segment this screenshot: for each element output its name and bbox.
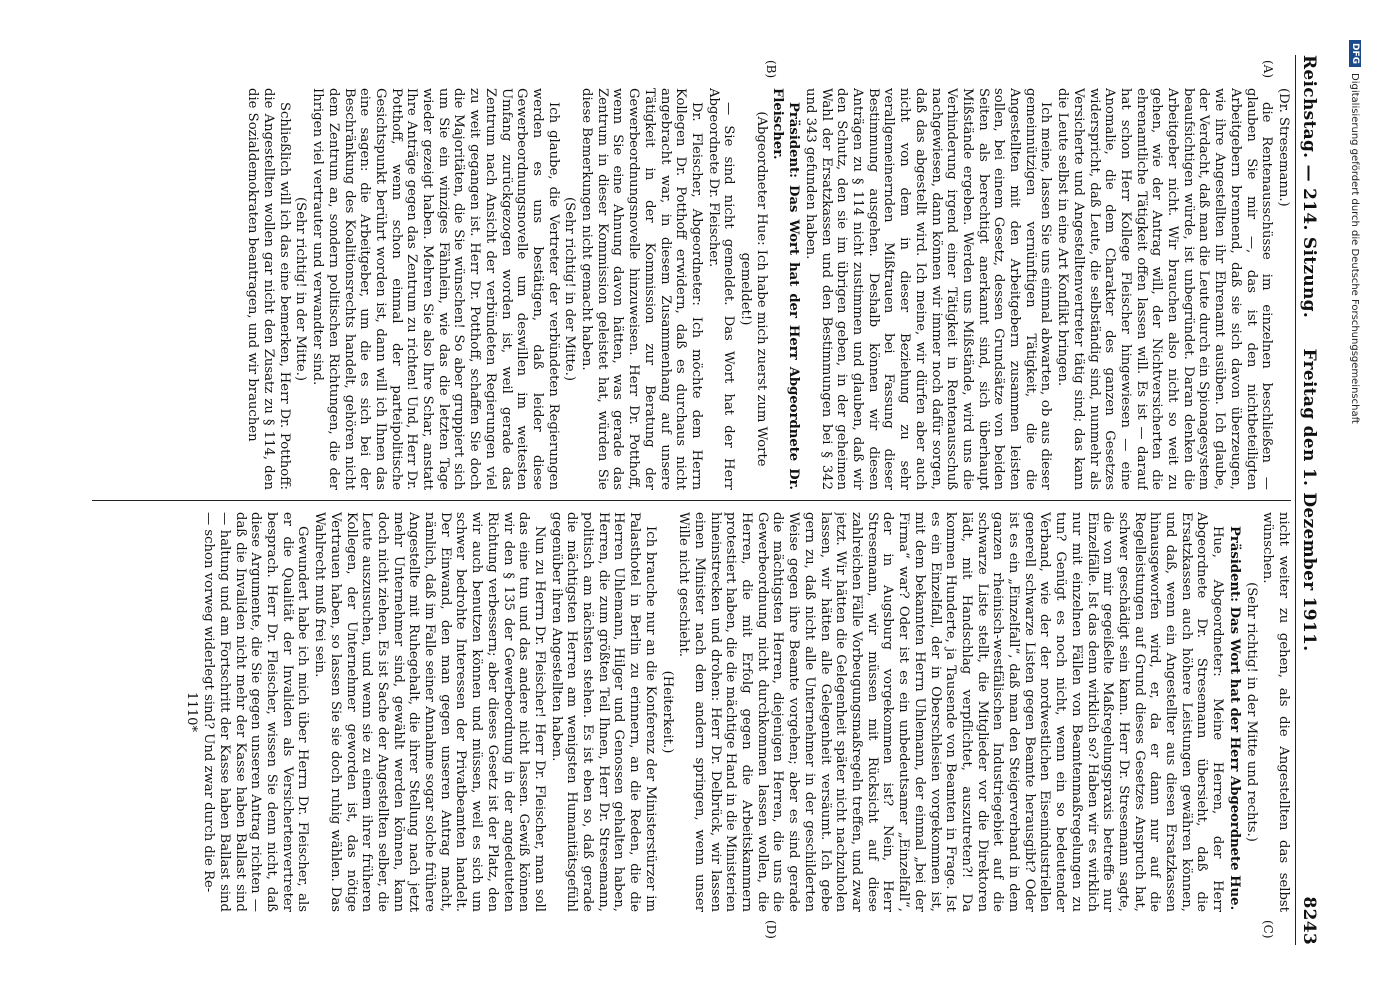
paragraph: die Rentenausschüsse im einzelnen beschließen — glauben Sie mir —, das ist den nichtbeteiligten Arbeitgebern brennend, daß sie sich davon überzeugen, wie ihre Angestellten ihr Ehrenamt ausüben. Ich glaube, der Verdacht, daß man die Leute durch ein Spionagesystem beaufsichtigen würde, ist unbegründet. Daran denken die Arbeitgeber nicht. Wir brauchen also nicht so weit zu gehen, wie der Antrag will, der Nichtversicherten die ehrenamtliche Tätigkeit offen lassen will. Es ist — darauf hat schon Herr Kollege Fleischer hingewiesen — eine Anomalie, die dem Charakter des ganzen Gesetzes widerspricht, daß Leute, die selbständig sind, nunmehr als Versicherte und Angestelltenvertreter tätig sind; das kann die Leute selbst in eine Art Konflikt bringen. (1055, 88, 1275, 490)
header-left: Reichstag. — 214. Sitzung. (1299, 55, 1319, 319)
right-column (92, 512, 1291, 912)
interjection: (Abgeordneter Hue: Ich habe mich zuerst zum Worte gemeldet!) (738, 111, 769, 467)
margin-marker-a: (A) (1261, 60, 1275, 79)
paragraph: Ich glaube, die Vertreter der verbündeten Regierungen werden es uns bestätigen, daß leider diese Gewerbeordnungsnovelle um deswillen im weitesten Umfang zurückgezogen worden ist, weil gerade das Zentrum nach Ansicht der verbündeten Regierungen viel zu weit gegangen ist. Herr Dr. Potthoff, schaffen Sie doch die Majoritäten, die Sie wünschen! So aber gruppiert sich um Sie ein winziges Fähnlein, wie das die letzten Tage wieder gezeigt haben. Mehren Sie also Ihre Schar, anstatt Ihre Anträge gegen das Zentrum zu richten! Und, Herr Dr. Potthoff, wenn schon einmal der parteipolitische Gesichtspunkt berührt worden ist, dann will ich Ihnen das eine sagen: die Arbeitgeber, um die es sich bei der Beschränkung des Koalitionsrechts handelt, gehören nicht dem Zentrum an, sondern politischen Richtungen, die der Ihrigen viel vertrauter und verwandter sind. (310, 88, 561, 490)
paragraph: Ich brauche nur an die Konferenz der Ministerstürzer im Palasthotel in Berlin zu erinnern, an die Reden, die die Herren Uhlemann, Hilger und Genossen gehalten haben, Herren, die zum größten Teil Ihnen, Herr Dr. Stresemann, politisch am nächsten stehen. Es ist eben so, daß gerade die mächtigsten Herren am wenigsten Humanitätsgefühl gegenüber ihren Angestellten haben. (548, 512, 658, 912)
page-number: 8243 (1299, 896, 1319, 945)
applause: (Sehr richtig! in der Mitte.) (562, 197, 578, 381)
applause: (Sehr richtig! in der Mitte und rechts.) (1243, 582, 1259, 842)
speech-hue: Hue, Abgeordneter: Meine Herren, der Herr Abgeordnete Dr. Stresemann übersieht, daß die Ersatzkassen auch höhere Leistungen gewähren können, und daß, wenn ein Angestellter aus diesen Ersatzkassen hinausgeworfen wird, er, da er dann nur auf die Regelleistungen auf Grund dieses Gesetzes Anspruch hat, schwer geschädigt sein kann. Herr Dr. Stresemann sagte, die von mir gegeißelte Maßregelungspraxis betreffe nur Einzelfälle. Ist das denn wirklich so? Haben wir es wirklich nur mit einzelnen Fällen von Beamtenmaßregelungen zu tun? Genügt es noch nicht, wenn ein so bedeutender Verband, wie der der nordwestlichen Eisenindustriellen generell schwarze Listen gegen Beamte herausgibt? Oder ist es ein „Einzelfall“, daß man den Steigerverband in dem ganzen rheinisch-westfälischen Industriegebiet auf die schwarze Liste stellt, die Mitglieder vor die Direktoren lädt, mit Handschlag verpflichtet, auszutreten?! Da kommen Hunderte, ja Tausende von Beamten in Frage. Ist es ein Einzelfall, der in Oberschlesien vorgekommen ist, mit dem bekannten Herrn Uhlemann, der einmal „bei der Firma“ war? Oder ist es ein unbedeutsamer „Einzelfall“, der in Augsburg vorgekommen ist? Nein, Herr Stresemann, wir müssen mit Rücksicht auf diese zahlreichen Fälle Vorbeugungsmaßregeln treffen, und zwar jetzt. Wir hätten die Gelegenheit später nicht nachzuholen lassen, wir hätten alle Gelegenheit versäumt. Ich gebe gern zu, daß nicht alle Unternehmer in der geschilderten Weise gegen ihre Beamte vorgehen; aber es sind gerade die mächtigsten Herren, diejenigen Herren, die uns die Gewerbeordnung nicht durchkommen lassen wollen, die Herren, die mit Erfolg gegen die Arbeitskammern protestiert haben, die die mächtige Hand in die Ministerien hineinstrecken und drohen: Herr Dr. Delbrück, wir lassen einen Minister nach dem andern springen, wenn unser Wille nicht geschieht. (676, 512, 1226, 912)
margin-marker-d: (D) (764, 920, 778, 939)
laughter: (Heiterkeit.) (659, 670, 675, 754)
paragraph: Gewundert habe ich mich über Herrn Dr. Fleischer, als er die Qualität der Invaliden als Versichertenvertreter besprach. Herr Dr. Fleischer, wissen Sie denn nicht, daß diese Argumente, die Sie gegen unseren Antrag richten — daß die Invaliden nicht mehr der Kasse haben Ballast sind — haltung und am Fortschritt der Kasse haben Ballast sind — schon vorweg widerlegt sind? Und zwar durch die Re- (201, 512, 311, 912)
page-header (1295, 55, 1325, 945)
signature-mark: 1110* (184, 691, 200, 733)
applause: (Sehr richtig! in der Mitte.) (293, 197, 309, 381)
header-center: Freitag den 1. Dezember 1911. (1299, 348, 1319, 652)
speech-fleischer: Dr. Fleischer, Abgeordneter: Ich möchte dem Herrn Kollegen Dr. Potthoff erwidern, daß es durchaus nicht angebracht war, in diesem Zusammenhang auf unsere Tätigkeit in der Kommission zur Beratung der Gewerbeordnungsnovelle hinzuweisen. Herr Dr. Potthoff, wenn Sie eine Ahnung davon hätten, was gerade das Zentrum in dieser Kommission geleistet hat, würden Sie diese Bemerkungen nicht gemacht haben. (579, 88, 704, 490)
paragraph: Schließlich will ich das eine bemerken, Herr Dr. Potthoff: die Angestellten wollen gar nicht den Zusatz zu § 114, den die Sozialdemokraten beantragen, und wir brauchen (245, 88, 292, 490)
column-divider (92, 500, 1291, 501)
margin-marker-b: (B) (764, 60, 778, 79)
dfg-logo: DFG (1349, 40, 1361, 67)
paragraph: Ich meine, lassen Sie uns einmal abwarten, ob aus dieser gemeinnützigen vernünftigen Tätigkeit, die die Angestellten mit den Arbeitgebern zusammen leisten sollen, bei einem Gesetz, dessen Grundsätze von beiden Seiten als berechtigt anerkannt sind, sich überhaupt Mißstände ergeben. Werden uns Mißstände, wird uns die Verhinderung irgend einer Tätigkeit in Rentenausschuß nachgewiesen, dann können wir immer noch dafür sorgen, daß das abgestellt wird. Ich meine, wir dürfen aber auch nicht von dem in dieser Beziehung zu sehr verallgemeinernden Mißtrauen bei Fassung dieser Bestimmung ausgehen. Deshalb können wir diesen Anträgen zu § 114 nicht zustimmen und glauben, daß wir den Schutz, den sie im übrigen geben, in der geheimen Wahl der Ersatzkassen und den Bestimmungen bei § 342 und 343 gefunden haben. (802, 88, 1054, 490)
president-remark: Präsident: Das Wort hat der Herr Abgeordnete Hue. (1226, 526, 1242, 911)
president-remark: — Sie sind nicht gemeldet. Das Wort hat der Herr Abgeordnete Dr. Fleischer. (705, 88, 737, 490)
left-column (92, 88, 1291, 490)
paragraph: Nun zu Herrn Dr. Fleischer! Herr Dr. Fleischer, man soll das eine tun und das andere nicht lassen. Gewiß können wir den § 135 der Gewerbeordnung in der angedeuteten Richtung verbessern; aber dieses Gesetz ist der Platz, den wir auch benutzen können und müssen, weil es sich um schwer bedrohte Interessen der Privatbeamten handelt. Der Einwand, den man gegen unseren Antrag macht, nämlich, daß im Falle seiner Annahme sogar solche frühere Angestellte mit Ruhegehalt, die ihrer Stellung nach jetzt mehr Unternehmer sind, gewählt werden können, kann doch nicht ziehen. Es ist Sache der Angestellten selber, die Leute auszusuchen, und wenn sie zu einem ihrer früheren Kollegen, der Unternehmer geworden ist, das nötige Vertrauen haben, so lassen Sie sie doch ruhig wählen. Das Wahlrecht muß frei sein. (312, 512, 547, 912)
president-remark: Präsident: Das Wort hat der Herr Abgeordnete Dr. Fleischer. (770, 88, 802, 490)
watermark-text: Digitalisierung gefördert durch die Deutsche Forschungsgemeinschaft (1349, 73, 1361, 424)
watermark (1349, 40, 1361, 424)
speaker-tag: (Dr. Stresemann.) (1276, 88, 1291, 207)
paragraph: nicht weiter zu gehen, als die Angestellten das selbst wünschen. (1260, 512, 1291, 912)
margin-marker-c: (C) (1261, 920, 1275, 939)
